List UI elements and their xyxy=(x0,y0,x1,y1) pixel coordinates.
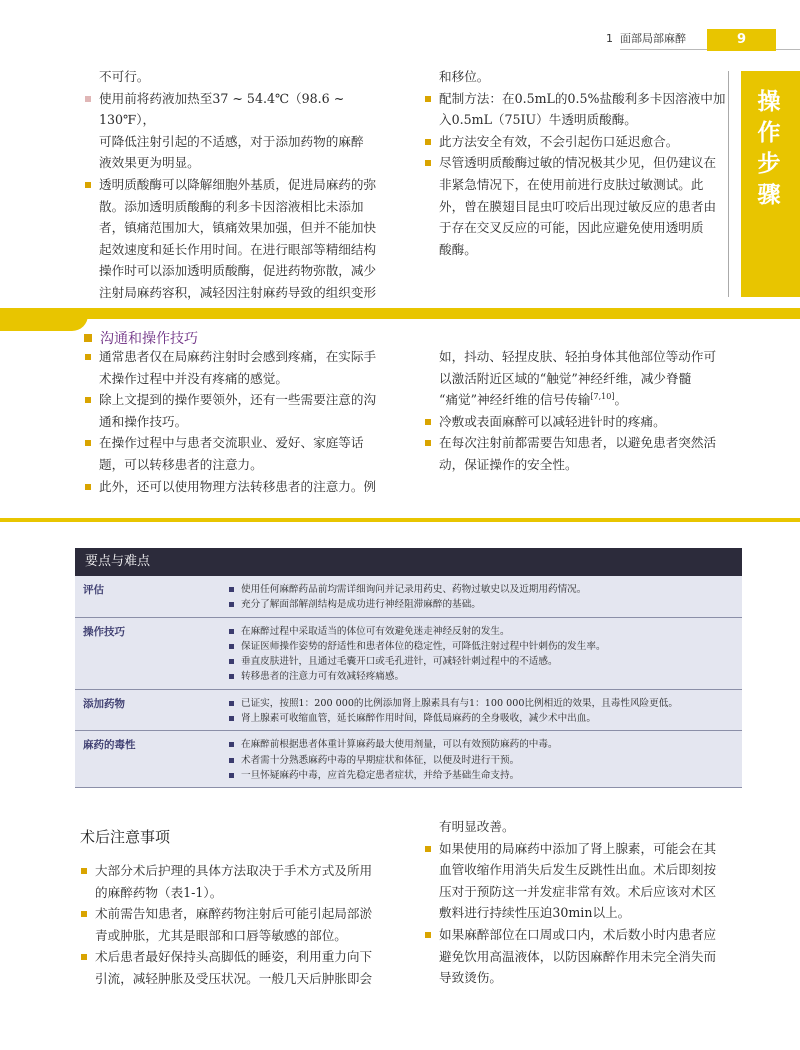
key-points-row xyxy=(75,618,742,690)
bullet-item: 通常患者仅在局麻药注射时会感到疼痛，在实际手 术操作过程中并没有疼痛的感觉。 xyxy=(84,346,396,389)
bullet-item: 此外，还可以使用物理方法转移患者的注意力。例 xyxy=(84,476,396,498)
tips-right-column: 如，抖动、轻捏皮肤、轻拍身体其他部位等动作可 以激活附近区域的“触觉”神经纤维，减少脊髓 “痛觉”神经纤维的信号传输[7,10]。 冷敷或表面麻醉可以减轻进针时的疼痛。 在每次注射前都需要告知患者，以避免患者突然活 动，保证操作的安全性。 xyxy=(424,346,739,476)
bullet-item: 在操作过程中与患者交流职业、爱好、家庭等话 题，可以转移患者的注意力。 xyxy=(84,432,396,475)
continued-text: 不可行。 xyxy=(99,69,150,84)
row-item: 垂直皮肤进针，且通过毛囊开口或毛孔进针，可减轻针刺过程中的不适感。 xyxy=(229,654,742,669)
running-header: 1 面部局部麻醉 xyxy=(606,32,686,45)
bullet-item: 冷敷或表面麻醉可以减轻进针时的疼痛。 xyxy=(424,411,739,433)
top-right-column xyxy=(424,66,739,260)
row-item: 在麻醉过程中采取适当的体位可有效避免迷走神经反射的发生。 xyxy=(229,624,742,639)
bullet-item: 术后患者最好保持头高脚低的睡姿，利用重力向下 引流，减轻肿胀及受压状况。一般几天后肿胀即会 xyxy=(80,946,400,989)
key-points-row xyxy=(75,576,742,618)
row-item: 肾上腺素可收缩血管，延长麻醉作用时间，降低局麻药的全身吸收，减少术中出血。 xyxy=(229,711,742,726)
continued-text: 有明显改善。 xyxy=(439,819,515,834)
row-item: 一旦怀疑麻药中毒，应首先稳定患者症状，并给予基础生命支持。 xyxy=(229,768,742,783)
row-item: 在麻醉前根据患者体重计算麻药最大使用剂量，可以有效预防麻药的中毒。 xyxy=(229,737,742,752)
key-points-row xyxy=(75,731,742,788)
row-item: 术者需十分熟悉麻药中毒的早期症状和体征，以便及时进行干预。 xyxy=(229,753,742,768)
continued-text: 和移位。 xyxy=(439,69,490,84)
row-item: 转移患者的注意力可有效减轻疼痛感。 xyxy=(229,669,742,684)
postop-right-column xyxy=(424,816,739,989)
row-item: 已证实，按照1：200 000的比例添加肾上腺素具有与1：100 000比例相近的效果，且毒性风险更低。 xyxy=(229,696,742,711)
row-item: 保证医师操作姿势的舒适性和患者体位的稳定性，可降低注射过程中针刺伤的发生率。 xyxy=(229,639,742,654)
key-points-row xyxy=(75,690,742,732)
top-left-column xyxy=(84,66,396,304)
bullet-item: 大部分术后护理的具体方法取决于手术方式及所用 的麻醉药物（表1-1）。 xyxy=(80,860,400,903)
row-label: 麻药的毒性 xyxy=(83,739,136,752)
postop-left-column xyxy=(80,860,400,990)
bullet-item: 如果麻醉部位在口周或口内，术后数小时内患者应 避免饮用高温液体，以防因麻醉作用未完全消失而 导致烫伤。 xyxy=(424,924,739,989)
row-label: 评估 xyxy=(83,584,104,596)
bullet-item: 使用前将药液加热至37 ~ 54.4℃（98.6 ~ 130℉）， 可降低注射引起的不适感，对于添加药物的麻醉 液效果更为明显。 xyxy=(84,88,396,174)
row-item: 使用任何麻醉药品前均需详细询问并记录用药史、药物过敏史以及近期用药情况。 xyxy=(229,582,742,597)
bullet-item: 如果使用的局麻药中添加了肾上腺素，可能会在其 血管收缩作用消失后发生反跳性出血。术后即刻按 压对于预防这一并发症非常有效。术后应该对术区 敷料进行持续性压迫30min以上。 xyxy=(424,838,739,924)
bullet-item: 配制方法：在0.5mL的0.5%盐酸利多卡因溶液中加 入0.5mL（75IU）牛透明质酸酶。 xyxy=(424,88,739,131)
bullet-item: 此方法安全有效，不会引起伤口延迟愈合。 xyxy=(424,131,739,153)
key-points-title: 要点与难点 xyxy=(75,548,742,576)
page-number: 9 xyxy=(707,29,776,51)
bullet-item: 术前需告知患者，麻醉药物注射后可能引起局部淤 青或肿胀，尤其是眼部和口唇等敏感的部位。 xyxy=(80,903,400,946)
row-label: 操作技巧 xyxy=(83,625,125,638)
bullet-item: 透明质酸酶可以降解细胞外基质，促进局麻药的弥 散。添加透明质酸酶的利多卡因溶液相比未添加 者，镇痛范围加大，镇痛效果加强，但并不能加快 起效速度和延长作用时间。在进行眼部等精细结构 操作时可以添加透明质酸酶，促进药物弥散，减少 注射局麻药容积，减轻因注射麻药导致的组织变形 xyxy=(84,174,396,304)
tips-title: 沟通和操作技巧 xyxy=(84,328,198,348)
bullet-item: 除上文提到的操作要领外，还有一些需要注意的沟 通和操作技巧。 xyxy=(84,389,396,432)
bullet-item: 在每次注射前都需要告知患者，以避免患者突然活 动，保证操作的安全性。 xyxy=(424,432,739,475)
ref-line: “痛觉”神经纤维的信号传输[7,10]。 xyxy=(439,392,628,408)
key-points-table xyxy=(75,548,742,788)
postop-title: 术后注意事项 xyxy=(80,828,171,846)
tips-left-column xyxy=(84,346,396,497)
section-tab-label: 操 作 步 骤 xyxy=(757,89,781,208)
bullet-item: 尽管透明质酸酶过敏的情况极其少见，但仍建议在 非紧急情况下，在使用前进行皮肤过敏测试。此 外，曾在膜翅目昆虫叮咬后出现过敏反应的患者由 于存在交叉反应的可能，因此应避免使用透明质 酸酶。 xyxy=(424,152,739,260)
row-item: 充分了解面部解剖结构是成功进行神经阻滞麻醉的基础。 xyxy=(229,597,742,612)
section-tab xyxy=(741,71,800,297)
row-label: 添加药物 xyxy=(83,697,125,710)
